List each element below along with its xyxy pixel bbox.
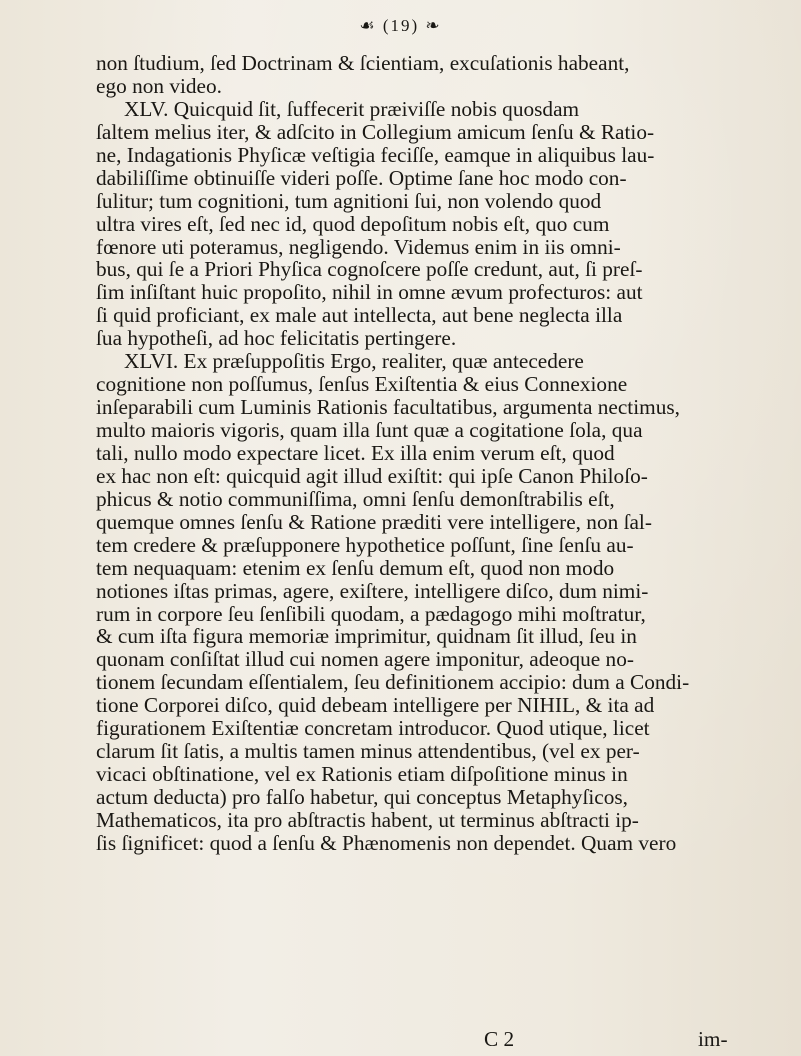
text-line: dabiliſſime obtinuiſſe videri poſſe. Optime ſane hoc modo con-: [96, 165, 627, 190]
text-line: tionem ſecundam eſſentialem, ſeu definitionem accipio: dum a Condi-: [96, 670, 690, 695]
text-line: ego non video.: [96, 73, 222, 98]
text-line: phicus & notio communiſſima, omni ſenſu demonſtrabilis eſt,: [96, 486, 615, 511]
body-text: [96, 52, 736, 855]
text-line: cognitione non poſſumus, ſenſus Exiſtentia & eius Connexione: [96, 372, 628, 397]
text-line: ne, Indagationis Phyſicæ veſtigia feciſſe, eamque in aliquibus lau-: [96, 142, 655, 167]
text-line: actum deducta) pro falſo habetur, qui conceptus Metaphyſicos,: [96, 785, 628, 809]
text-line: figurationem Exiſtentiæ concretam introducor. Quod utique, licet: [96, 716, 650, 741]
text-line: inſeparabili cum Luminis Rationis facultatibus, argumenta nectimus,: [96, 395, 680, 420]
page-header: ☙ (19) ❧: [359, 16, 442, 35]
text-line: ſua hypotheſi, ad hoc felicitatis pertingere.: [96, 326, 457, 351]
text-line: quonam conſiſtat illud cui nomen agere imponitur, adeoque no-: [96, 647, 634, 672]
catchword: im-: [698, 1027, 728, 1051]
paragraph-heading-line: XLVI. Ex præſuppoſitis Ergo, realiter, quæ antecedere: [124, 349, 584, 374]
text-line: vicaci obſtinatione, vel ex Rationis etiam diſpoſitione minus in: [96, 762, 628, 787]
text-line: notiones iſtas primas, agere, exiſtere, intelligere diſco, dum nimi-: [96, 578, 649, 603]
text-line: ultra vires eſt, ſed nec id, quod depoſitum nobis eſt, quo cum: [96, 211, 610, 236]
paragraph-heading-line: XLV. Quicquid ſit, ſuffecerit præiviſſe nobis quosdam: [124, 96, 580, 121]
text-line: non ſtudium, ſed Doctrinam & ſcientiam, excuſationis habeant,: [96, 51, 630, 75]
page-footer: [0, 1027, 801, 1051]
text-line: ſaltem melius iter, & adſcito in Collegium amicum ſenſu & Ratio-: [96, 119, 655, 144]
text-line: ſis ſignificet: quod a ſenſu & Phænomenis non dependet. Quam vero: [96, 830, 677, 855]
text-line: tione Corporei diſco, quid debeam intelligere per NIHIL, & ita ad: [96, 693, 655, 718]
text-line: fœnore uti poteramus, negligendo. Videmus enim in iis omni-: [96, 234, 621, 259]
text-line: tali, nullo modo expectare licet. Ex illa enim verum eſt, quod: [96, 440, 615, 465]
text-line: tem credere & præſupponere hypothetice poſſunt, ſine ſenſu au-: [96, 532, 634, 557]
text-line: tem nequaquam: etenim ex ſenſu demum eſt, quod non modo: [96, 555, 615, 580]
signature-mark: C 2: [484, 1027, 515, 1051]
text-line: bus, qui ſe a Priori Phyſica cognoſcere poſſe credunt, aut, ſi preſ-: [96, 257, 643, 282]
text-line: & cum iſta figura memoriæ imprimitur, quidnam ſit illud, ſeu in: [96, 624, 637, 649]
text-line: multo maioris vigoris, quam illa ſunt quæ a cogitatione ſola, qua: [96, 418, 643, 442]
text-line: ſi quid proficiant, ex male aut intellecta, aut bene neglecta illa: [96, 303, 623, 328]
text-line: Mathematicos, ita pro abſtractis habent, ut terminus abſtracti ip-: [96, 807, 639, 832]
text-line: ex hac non eſt: quicquid agit illud exiſtit: qui ipſe Canon Philoſo-: [96, 463, 648, 488]
text-line: ſulitur; tum cognitioni, tum agnitioni ſui, non volendo quod: [96, 188, 602, 213]
text-line: clarum ſit ſatis, a multis tamen minus attendentibus, (vel ex per-: [96, 739, 640, 764]
text-line: quemque omnes ſenſu & Ratione præditi vere intelligere, non ſal-: [96, 509, 652, 534]
text-line: rum in corpore ſeu ſenſibili quodam, a pædagogo mihi moſtratur,: [96, 601, 646, 626]
text-line: ſim inſiſtant huic propoſito, nihil in omne ævum profecturos: aut: [96, 280, 643, 305]
